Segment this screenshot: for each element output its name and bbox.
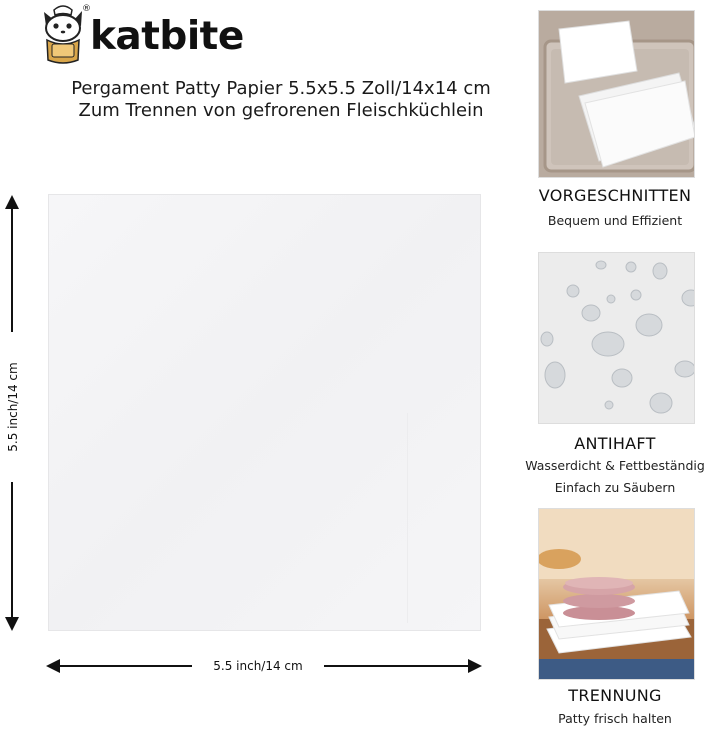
feature-text-separation: Patty frisch halten bbox=[558, 711, 672, 726]
stacked-paper-sheets-icon bbox=[539, 11, 695, 178]
nonstick-droplets-photo bbox=[538, 252, 695, 424]
cat-mascot-icon bbox=[38, 4, 88, 66]
paper-crease bbox=[407, 413, 408, 623]
patty-separation-photo bbox=[538, 508, 695, 680]
feature-text-nonstick-1: Wasserdicht & Fettbeständig bbox=[525, 458, 705, 473]
feature-text-nonstick-2: Einfach zu Säubern bbox=[554, 480, 676, 495]
registered-mark: ® bbox=[82, 4, 91, 14]
feature-text-precut: Bequem und Effizient bbox=[547, 213, 683, 228]
brand-name: katbite bbox=[90, 14, 244, 59]
feature-title-nonstick: ANTIHAFT bbox=[574, 434, 656, 453]
feature-title-separation: TRENNUNG bbox=[568, 686, 662, 705]
precut-sheets-photo bbox=[538, 10, 695, 178]
parchment-paper-sheet bbox=[48, 194, 481, 631]
burger-patties-icon bbox=[539, 509, 695, 680]
product-headline bbox=[36, 78, 526, 122]
headline-line-2: Zum Trennen von gefrorenen Fleischküchlein bbox=[78, 100, 484, 121]
height-label: 5.5 inch/14 cm bbox=[6, 332, 20, 482]
feature-title-precut: VORGESCHNITTEN bbox=[538, 186, 692, 205]
width-label: 5.5 inch/14 cm bbox=[192, 659, 324, 673]
brand-logo bbox=[38, 4, 288, 70]
headline-line-1: Pergament Patty Papier 5.5x5.5 Zoll/14x14 cm bbox=[71, 78, 491, 99]
water-droplets-icon bbox=[539, 253, 695, 424]
